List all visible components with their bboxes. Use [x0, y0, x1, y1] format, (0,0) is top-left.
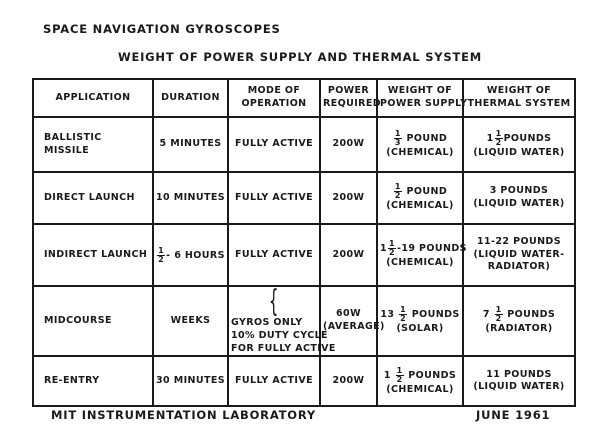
header-duration: DURATION [153, 79, 228, 117]
cell-mode: { GYROS ONLY 10% DUTY CYCLE FOR FULLY ACTIVE [228, 286, 320, 356]
cell-mode: FULLY ACTIVE [228, 172, 320, 224]
cell-thermal: 11-22 POUNDS (LIQUID WATER- RADIATOR) [463, 224, 575, 286]
cell-duration: $\frac{1}{2}$ - 6 HOURS [153, 224, 228, 286]
fraction: $\frac{1}{2}$ [495, 305, 502, 324]
table-title: WEIGHT OF POWER SUPPLY AND THERMAL SYSTEM [117, 50, 483, 64]
cell-power: 60W (AVERAGE) [320, 286, 377, 356]
footer-date: JUNE 1961 [476, 408, 551, 422]
fraction: $\frac{1}{2}$ [158, 245, 165, 264]
header-row [33, 79, 575, 117]
cell-mode: FULLY ACTIVE [228, 117, 320, 172]
cell-thermal: 7 $\frac{1}{2}$ POUNDS (RADIATOR) [463, 286, 575, 356]
cell-power: 200W [320, 356, 377, 406]
brace-symbol: { [268, 284, 279, 319]
cell-application: DIRECT LAUNCH [33, 172, 153, 224]
cell-power-supply: 1 $\frac{1}{2}$ POUNDS (CHEMICAL) [377, 356, 463, 406]
cell-power: 200W [320, 224, 377, 286]
header-power-supply: WEIGHT OF POWER SUPPLY [377, 79, 463, 117]
cell-application: INDIRECT LAUNCH [33, 224, 153, 286]
cell-power-supply: 1 $\frac{1}{2}$ -19 POUNDS (CHEMICAL) [377, 224, 463, 286]
cell-mode: FULLY ACTIVE [228, 224, 320, 286]
cell-power-supply: $\frac{1}{3}$ POUND (CHEMICAL) [377, 117, 463, 172]
fraction: $\frac{1}{2}$ [495, 128, 502, 147]
header-power: POWER REQUIRED [320, 79, 377, 117]
cell-thermal: 1 $\frac{1}{2}$ POUNDS (LIQUID WATER) [463, 117, 575, 172]
cell-duration: WEEKS [153, 286, 228, 356]
table-row [33, 117, 575, 172]
document-title: SPACE NAVIGATION GYROSCOPES [43, 22, 281, 36]
cell-duration: 10 MINUTES [153, 172, 228, 224]
weights-table [32, 78, 576, 407]
fraction: $\frac{1}{2}$ [394, 182, 401, 201]
fraction: $\frac{1}{2}$ [400, 305, 407, 324]
table-row [33, 172, 575, 224]
cell-duration: 30 MINUTES [153, 356, 228, 406]
cell-power-supply: $\frac{1}{2}$ POUND (CHEMICAL) [377, 172, 463, 224]
cell-thermal: 11 POUNDS (LIQUID WATER) [463, 356, 575, 406]
footer-organization: MIT INSTRUMENTATION LABORATORY [51, 408, 317, 422]
cell-thermal: 3 POUNDS (LIQUID WATER) [463, 172, 575, 224]
header-mode: MODE OF OPERATION [228, 79, 320, 117]
cell-application: MIDCOURSE [33, 286, 153, 356]
fraction: $\frac{1}{2}$ [396, 365, 403, 384]
cell-power: 200W [320, 117, 377, 172]
header-thermal: WEIGHT OF THERMAL SYSTEM [463, 79, 575, 117]
cell-mode: FULLY ACTIVE [228, 356, 320, 406]
cell-duration: 5 MINUTES [153, 117, 228, 172]
cell-application: RE-ENTRY [33, 356, 153, 406]
fraction: $\frac{1}{3}$ [394, 128, 401, 147]
cell-power-supply: 13 $\frac{1}{2}$ POUNDS (SOLAR) [377, 286, 463, 356]
cell-power: 200W [320, 172, 377, 224]
table-row [33, 356, 575, 406]
cell-application: BALLISTIC MISSILE [33, 117, 153, 172]
table-row [33, 286, 575, 356]
table-row [33, 224, 575, 286]
fraction: $\frac{1}{2}$ [389, 239, 395, 258]
header-application: APPLICATION [33, 79, 153, 117]
